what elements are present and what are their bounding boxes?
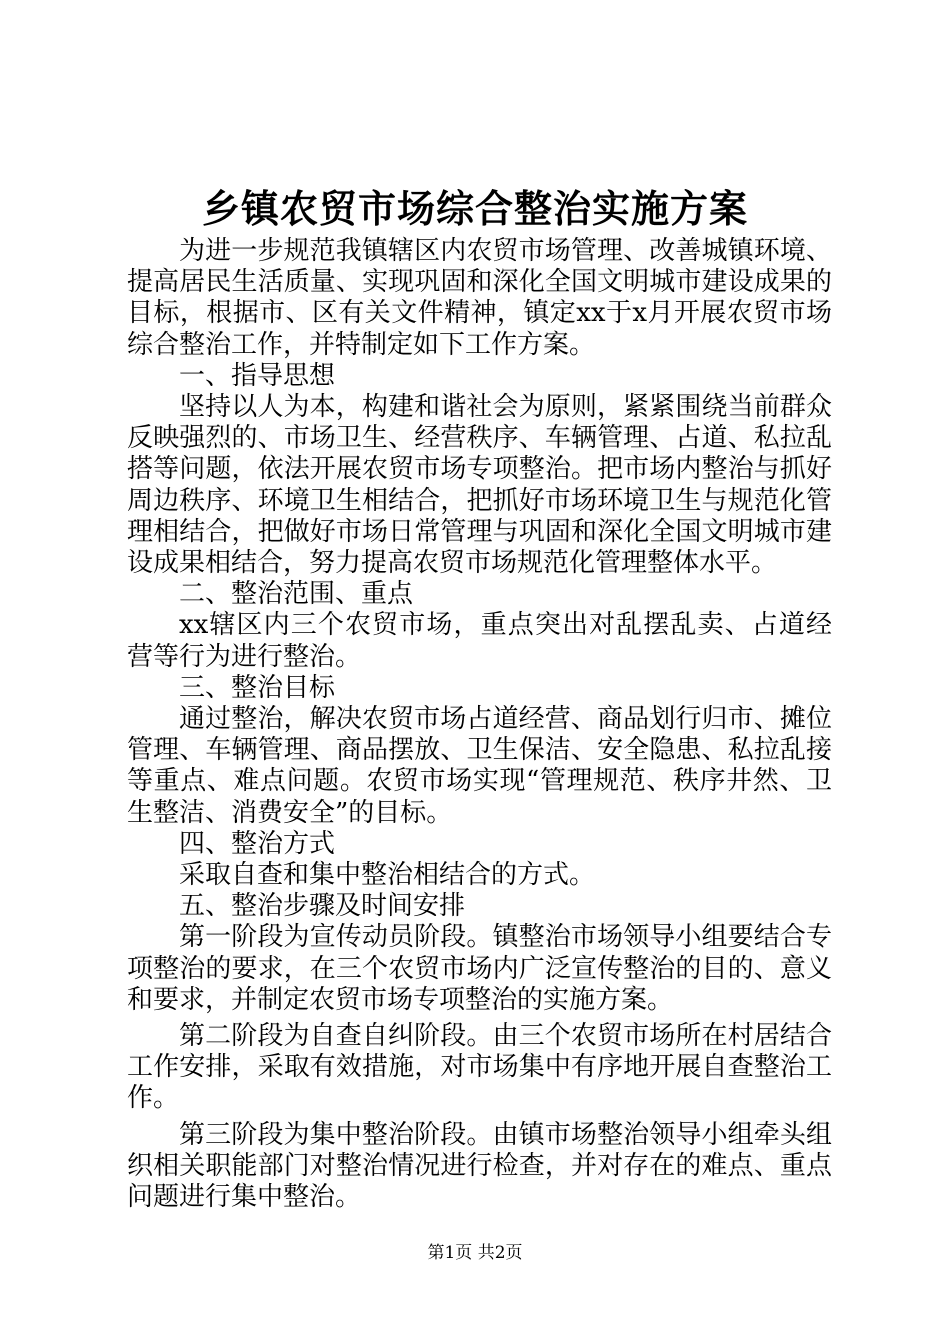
- section-heading-guiding-ideology: 一、指导思想: [179, 360, 336, 391]
- section-heading-goals: 三、整治目标: [179, 672, 336, 703]
- section-heading-steps: 五、整治步骤及时间安排: [179, 891, 466, 922]
- page-title: 乡镇农贸市场综合整治实施方案: [201, 186, 748, 231]
- guiding-ideology-paragraph: 坚持以人为本，构建和谐社会为原则，紧紧围绕当前群众反映强烈的、市场卫生、经营秩序、车辆管理、占道、私拉乱搭等问题，依法开展农贸市场专项整治。把市场内整治与抓好周边秩序、环境卫生相结合，把抓好市场环境卫生与规范化管理相结合，把做好市场日常管理与巩固和深化全国文明城市建设成果相结合，努力提高农贸市场规范化管理整体水平。: [127, 392, 832, 579]
- document-body: [127, 236, 832, 1213]
- stage-one-paragraph: 第一阶段为宣传动员阶段。镇整治市场领导小组要结合专项整治的要求，在三个农贸市场内广泛宣传整治的目的、意义和要求，并制定农贸市场专项整治的实施方案。: [127, 922, 832, 1015]
- page-footer: 第1页 共2页: [427, 1243, 523, 1263]
- goals-paragraph: 通过整治，解决农贸市场占道经营、商品划行归市、摊位管理、车辆管理、商品摆放、卫生保洁、安全隐患、私拉乱接等重点、难点问题。农贸市场实现“管理规范、秩序井然、卫生整洁、消费安全”的目标。: [127, 704, 832, 828]
- intro-paragraph: 为进一步规范我镇辖区内农贸市场管理、改善城镇环境、提高居民生活质量、实现巩固和深化全国文明城市建设成果的目标，根据市、区有关文件精神，镇定xx于x月开展农贸市场综合整治工作，并特制定如下工作方案。: [127, 236, 832, 360]
- stage-two-paragraph: 第二阶段为自查自纠阶段。由三个农贸市场所在村居结合工作安排，采取有效措施，对市场集中有序地开展自查整治工作。: [127, 1021, 832, 1114]
- section-heading-methods: 四、整治方式: [179, 828, 336, 859]
- section-heading-scope: 二、整治范围、重点: [179, 579, 414, 610]
- stage-three-paragraph: 第三阶段为集中整治阶段。由镇市场整治领导小组牵头组织相关职能部门对整治情况进行检查，并对存在的难点、重点问题进行集中整治。: [127, 1119, 832, 1213]
- scope-paragraph: xx辖区内三个农贸市场，重点突出对乱摆乱卖、占道经营等行为进行整治。: [127, 610, 832, 672]
- methods-paragraph: 采取自查和集中整治相结合的方式。: [179, 860, 596, 891]
